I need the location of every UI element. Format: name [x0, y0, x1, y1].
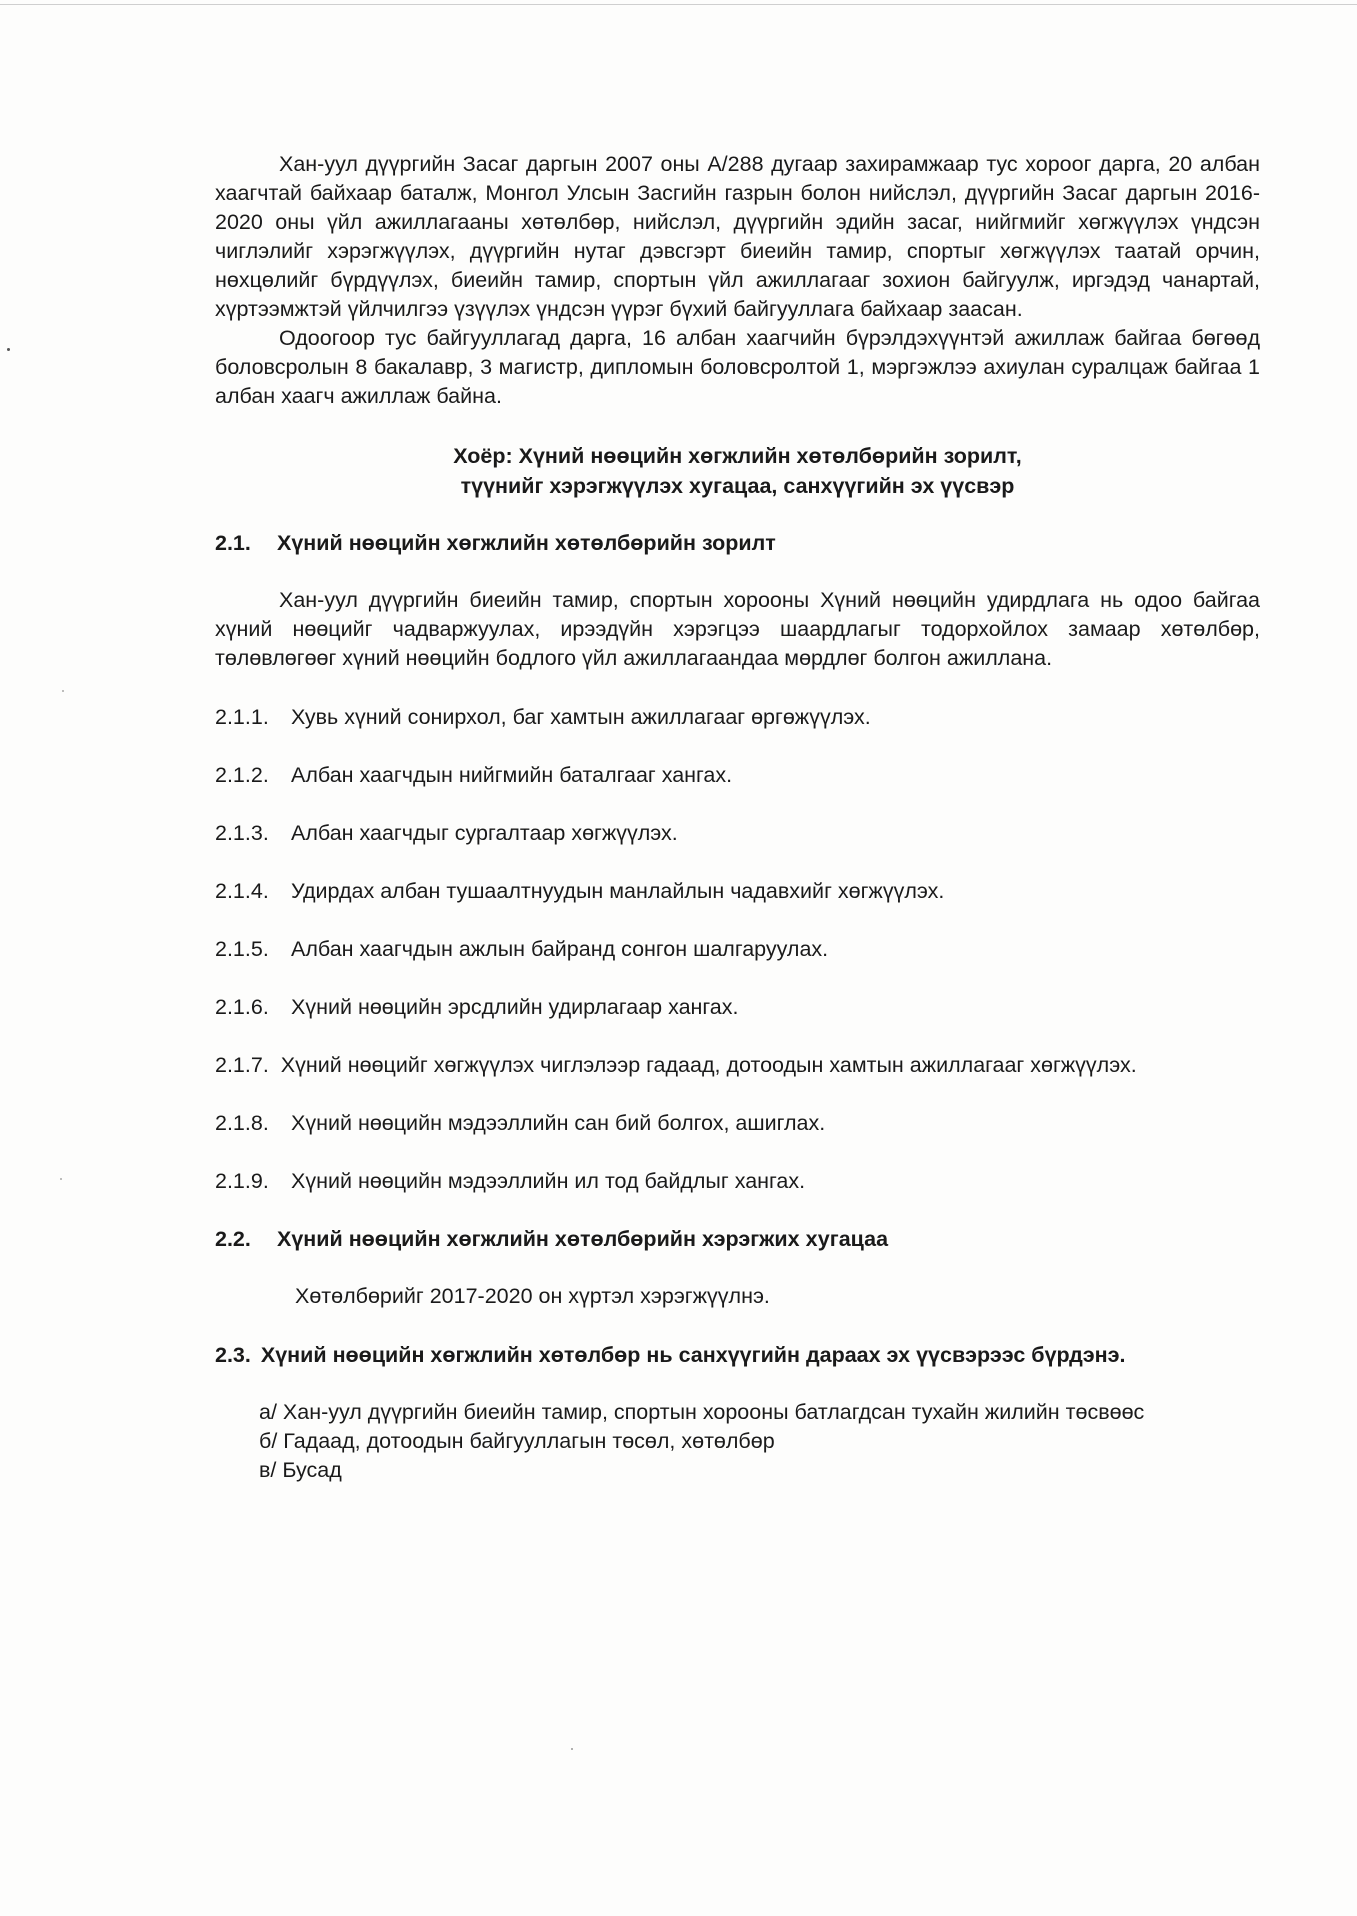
list-item	[215, 819, 1260, 848]
section-number: 2.2.	[215, 1227, 251, 1251]
item-number: 2.1.6.	[215, 995, 269, 1019]
item-text: Хүний нөөцийн мэдээллийн сан бий болгох, ашиглах.	[291, 1111, 826, 1135]
funding-source-item: в/ Бусад	[259, 1458, 342, 1482]
item-text: Хүний нөөцийн эрсдлийн удирлагаар хангах.	[291, 995, 739, 1019]
list-item	[215, 761, 1260, 790]
funding-sources-list	[259, 1398, 1260, 1485]
chapter-heading-line-2: түүнийг хэрэгжүүлэх хугацаа, санхүүгийн эх үүсвэр	[460, 474, 1015, 498]
item-number: 2.1.9.	[215, 1169, 269, 1193]
chapter-heading	[215, 441, 1260, 501]
section-2-1-paragraph: Хан-уул дүүргийн биеийн тамир, спортын хорооны Хүний нөөцийн удирдлага нь одоо байгаа хүний нөөцийг чадваржуулах, ирээдүйн хэрэгцээ шаардлагыг тодорхойлох замаар хөтөлбөр, төлөвлөгөөг хүний нөөцийн бодлого үйл ажиллагаандаа мөрдлөг болгон ажиллана.	[215, 588, 1260, 670]
list-item	[215, 1051, 1260, 1080]
item-text: Хүний нөөцийн мэдээллийн ил тод байдлыг хангах.	[291, 1169, 806, 1193]
item-number: 2.1.5.	[215, 937, 269, 961]
funding-source-item: а/ Хан-уул дүүргийн биеийн тамир, спортын хорооны батлагдсан тухайн жилийн төсвөөс	[259, 1400, 1145, 1424]
section-title: Хүний нөөцийн хөгжлийн хөтөлбөр нь санхүүгийн дараах эх үүсвэрээс бүрдэнэ.	[260, 1343, 1126, 1367]
objective-list	[215, 703, 1260, 1196]
section-number: 2.1.	[215, 531, 251, 555]
item-text: Албан хаагчдын ажлын байранд сонгон шалгаруулах.	[291, 937, 829, 961]
item-number: 2.1.8.	[215, 1111, 269, 1135]
item-number: 2.1.1.	[215, 705, 269, 729]
scan-speck	[62, 690, 64, 692]
intro-paragraph-2: Одоогоор тус байгууллагад дарга, 16 албан хаагчийн бүрэлдэхүүнтэй ажиллаж байгаа бөгөөд боловсролын 8 бакалавр, 3 магистр, дипломын боловсролтой 1, мэргэжлээ ахиулан суралцаж байгаа 1 албан хаагч ажиллаж байна.	[215, 326, 1260, 408]
list-item	[215, 877, 1260, 906]
list-item	[215, 935, 1260, 964]
list-item	[215, 1109, 1260, 1138]
item-number: 2.1.2.	[215, 763, 269, 787]
section-2-3-heading	[215, 1341, 1260, 1370]
scan-speck	[571, 1748, 573, 1750]
section-title: Хүний нөөцийн хөгжлийн хөтөлбөрийн хэрэгжих хугацаа	[277, 1227, 889, 1251]
item-text: Удирдах албан тушаалтнуудын манлайлын чадавхийг хөгжүүлэх.	[291, 879, 945, 903]
page-top-edge	[0, 4, 1357, 5]
item-number: 2.1.4.	[215, 879, 269, 903]
item-number: 2.1.7.	[215, 1053, 269, 1077]
section-2-1-heading	[215, 529, 1260, 558]
item-number: 2.1.3.	[215, 821, 269, 845]
intro-paragraph-1: Хан-уул дүүргийн Засаг даргын 2007 оны А/288 дугаар захирамжаар тус хороог дарга, 20 албан хаагчтай байхаар баталж, Монгол Улсын Засгийн газрын болон нийслэл, дүүргийн Засаг даргын 2016-2020 оны үйл ажиллагааны хөтөлбөр, нийслэл, дүүргийн эдийн засаг, нийгмийг хөгжүүлэх үндсэн чиглэлийг хэрэгжүүлэх, дүүргийн нутаг дэвсгэрт биеийн тамир, спортыг хөгжүүлэх таатай орчин, нөхцөлийг бүрдүүлэх, биеийн тамир, спортын үйл ажиллагааг зохион байгуулж, иргэдэд чанартай, хүртээмжтэй үйлчилгээ үзүүлэх үндсэн үүрэг бүхий байгууллага байхаар заасан.	[215, 152, 1260, 321]
chapter-heading-line-1: Хоёр: Хүний нөөцийн хөгжлийн хөтөлбөрийн зорилт,	[453, 444, 1022, 468]
list-item	[215, 1167, 1260, 1196]
item-text: Хүний нөөцийг хөгжүүлэх чиглэлээр гадаад, дотоодын хамтын ажиллагааг хөгжүүлэх.	[280, 1053, 1137, 1077]
section-number: 2.3.	[215, 1343, 251, 1367]
list-item	[215, 993, 1260, 1022]
scan-speck	[7, 348, 10, 351]
funding-source-item: б/ Гадаад, дотоодын байгууллагын төсөл, хөтөлбөр	[259, 1429, 775, 1453]
list-item	[215, 703, 1260, 732]
scan-speck	[60, 1178, 62, 1180]
section-title: Хүний нөөцийн хөгжлийн хөтөлбөрийн зорилт	[277, 531, 776, 555]
document-body	[215, 150, 1260, 1485]
item-text: Хувь хүний сонирхол, баг хамтын ажиллагааг өргөжүүлэх.	[291, 705, 871, 729]
section-2-2-paragraph: Хөтөлбөрийг 2017-2020 он хүртэл хэрэгжүүлнэ.	[295, 1284, 770, 1308]
item-text: Албан хаагчдын нийгмийн баталгааг хангах.	[291, 763, 733, 787]
section-2-2-heading	[215, 1225, 1260, 1254]
item-text: Албан хаагчдыг сургалтаар хөгжүүлэх.	[291, 821, 678, 845]
